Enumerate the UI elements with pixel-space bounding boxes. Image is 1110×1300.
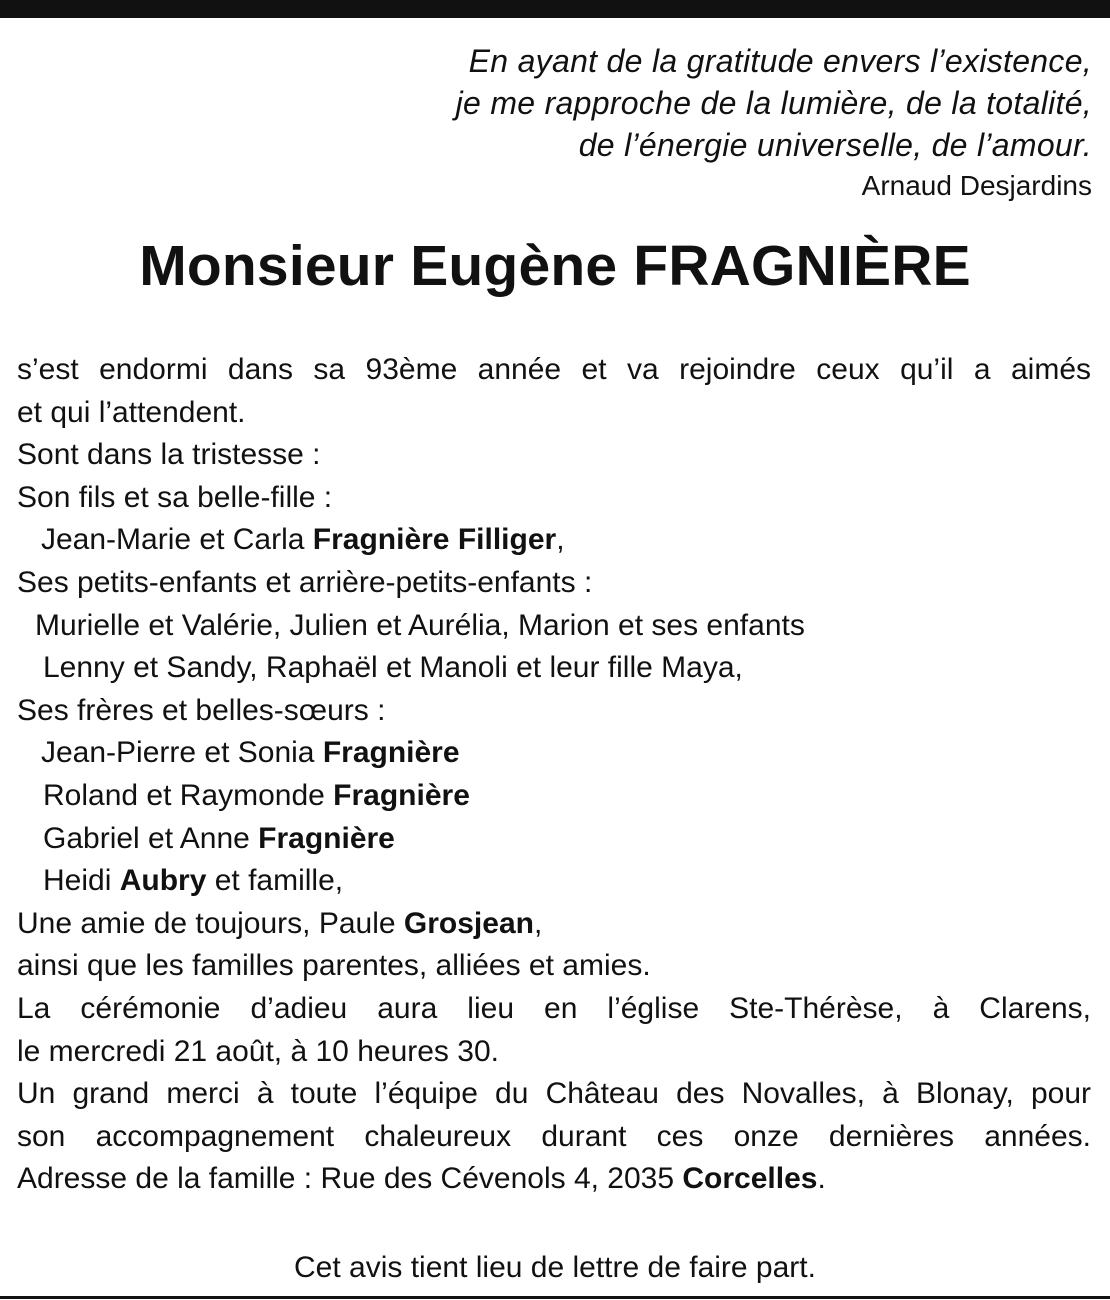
friend-line: [17, 903, 1091, 946]
sibling-4-suffix: et famille,: [206, 864, 344, 898]
grief-line: Sont dans la tristesse :: [17, 438, 321, 472]
grandchildren-line-2: Lenny et Sandy, Raphaël et Manoli et leur fille Maya,: [43, 651, 743, 685]
son-label: Son fils et sa belle-fille :: [17, 480, 333, 514]
intro-line-1: s’est endormi dans sa 93ème année et va rejoindre ceux qu’il a aimés: [17, 353, 1091, 386]
intro-line-2: et qui l’attendent.: [17, 395, 246, 429]
obituary-body: [17, 349, 1091, 1201]
thanks-line-2: son accompagnement chaleureux durant ces onze dernières années.: [17, 1119, 1091, 1153]
sibling-3-surname: Fragnière: [258, 821, 395, 855]
quote-line-1: En ayant de la gratitude envers l’existence,: [468, 43, 1092, 79]
son-names-line: [17, 519, 1091, 562]
sibling-line-4: [17, 860, 1091, 903]
sibling-2-surname: Fragnière: [333, 778, 470, 812]
sibling-4-surname: Aubry: [119, 864, 207, 898]
thanks-line-1: Un grand merci à toute l’équipe du Château des Novalles, à Blonay, pour: [17, 1077, 1091, 1111]
bottom-border-rule: [0, 1296, 1110, 1299]
ceremony-line-2: le mercredi 21 août, à 10 heures 30.: [17, 1034, 499, 1068]
siblings-label: Ses frères et belles-sœurs :: [17, 693, 386, 727]
grandchildren-label: Ses petits-enfants et arrière-petits-enfants :: [17, 565, 593, 599]
sibling-4-names: Heidi: [43, 864, 120, 898]
sibling-1-surname: Fragnière: [322, 736, 460, 770]
sibling-line-1: [17, 732, 1091, 775]
friend-punctuation: ,: [533, 906, 543, 940]
footer-note: Cet avis tient lieu de lettre de faire part.: [294, 1251, 816, 1284]
sibling-2-names: Roland et Raymonde: [43, 778, 334, 812]
quote-line-2: je me rapproche de la lumière, de la totalité,: [455, 85, 1092, 121]
son-names: Jean-Marie et Carla: [41, 523, 313, 557]
address-text: Adresse de la famille : Rue des Cévenols 4, 2035: [17, 1162, 683, 1196]
friend-intro: Une amie de toujours, Paule: [17, 906, 404, 940]
grandchildren-line-1: Murielle et Valérie, Julien et Aurélia, Marion et ses enfants: [35, 608, 805, 642]
deceased-name-heading: Monsieur Eugène FRAGNIÈRE: [139, 234, 971, 298]
friend-surname: Grosjean: [403, 906, 534, 940]
address-city: Corcelles: [682, 1162, 818, 1196]
top-border-rule: [0, 0, 1110, 18]
epigraph-quote: [456, 40, 1092, 206]
sibling-line-2: [17, 775, 1091, 818]
families-line: ainsi que les familles parentes, alliées et amies.: [17, 949, 651, 983]
sibling-1-names: Jean-Pierre et Sonia: [41, 736, 323, 770]
ceremony-line-1: La cérémonie d’adieu aura lieu en l’église Ste-Thérèse, à Clarens,: [17, 991, 1091, 1025]
sibling-line-3: [17, 818, 1091, 861]
address-line: [17, 1158, 1091, 1201]
son-surname: Fragnière Filliger: [312, 523, 557, 557]
address-punctuation: .: [817, 1162, 826, 1196]
quote-author: Arnaud Desjardins: [861, 170, 1092, 201]
sibling-3-names: Gabriel et Anne: [43, 821, 259, 855]
quote-line-3: de l’énergie universelle, de l’amour.: [578, 127, 1092, 163]
son-punctuation: ,: [556, 523, 565, 557]
